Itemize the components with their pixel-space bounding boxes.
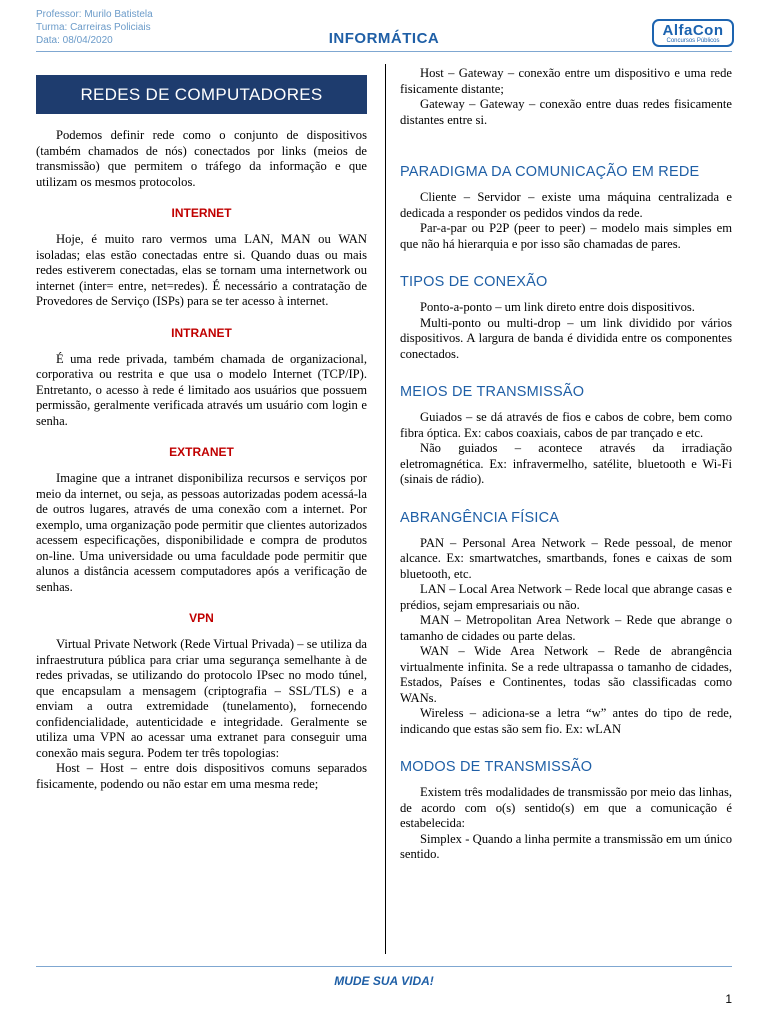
p2p-paragraph: Par-a-par ou P2P (peer to peer) – modelo mais simples em que não há hierarquia e por isso são chamadas de pares. (400, 221, 732, 251)
date-label: Data: 08/04/2020 (36, 35, 113, 46)
meios-transmissao-heading: MEIOS DE TRANSMISSÃO (400, 384, 585, 400)
vpn-paragraph: Virtual Private Network (Rede Virtual Privada) – se utiliza da infraestrutura pública para criar uma segurança semelhante à de redes privadas, se utilizando do protocolo IPsec no modo túnel, que encapsulam a mensagem (criptografia – SSL/TLS) e a enviam a outra extremidade (tunelamento), fornecendo confidencialidade, autenticidade e integridade. Geralmente se utiliza uma VPN ao acessar uma extranet para conseguir uma conexão mais segura. Podem ter três topologias: (36, 637, 367, 760)
cliente-servidor-paragraph: Cliente – Servidor – existe uma máquina centralizada e dedicada a responder os pedidos vindos da rede. (400, 190, 732, 220)
paradigma-heading: PARADIGMA DA COMUNICAÇÃO EM REDE (400, 164, 700, 180)
guiados-paragraph: Guiados – se dá através de fios e cabos de cobre, bem como fibra óptica. Ex: cabos coaxiais, cabos de par trançado e etc. (400, 410, 732, 440)
nao-guiados-paragraph: Não guiados – acontece através da irradiação eletromagnética. Ex: infravermelho, satélite, bluetooth e Wi-Fi (sinais de rádio). (400, 441, 732, 486)
man-paragraph: MAN – Metropolitan Area Network – Rede que abrange o tamanho de cidades ou parte delas. (400, 613, 732, 643)
vpn-heading: VPN (189, 611, 214, 625)
modos-transmissao-heading: MODOS DE TRANSMISSÃO (400, 759, 593, 775)
internet-paragraph: Hoje, é muito raro vermos uma LAN, MAN ou WAN isoladas; elas estão conectadas entre si. Quando duas ou mais redes estiverem conectadas, elas se tornam uma internetwork ou internet (inter= entre, net=redes). É necessário a contratação de Provedores de Serviço (ISPs) para se ter acesso à internet. (36, 232, 367, 308)
turma-label: Turma: Carreiras Policiais (36, 22, 151, 33)
extranet-heading: EXTRANET (169, 445, 234, 459)
simplex-paragraph: Simplex - Quando a linha permite a transmissão em um único sentido. (400, 831, 732, 861)
intro-paragraph: Podemos definir rede como o conjunto de dispositivos (também chamados de nós) conectados por links (meios de transmissão) que permitem o tráfego da informação e que utilizam os mesmos protocolos. (36, 128, 367, 189)
multi-ponto-paragraph: Multi-ponto ou multi-drop – um link dividido por vários dispositivos. A largura de banda é dividida entre os componentes conectados. (400, 315, 732, 361)
left-column (36, 66, 367, 792)
gateway-gateway-paragraph: Gateway – Gateway – conexão entre duas redes fisicamente distantes entre si. (400, 97, 732, 127)
host-gateway-paragraph: Host – Gateway – conexão entre um dispositivo e uma rede fisicamente distante; (400, 66, 732, 96)
vpn-host-host: Host – Host – entre dois dispositivos comuns separados fisicamente, podendo ou não estar em uma mesma rede; (36, 761, 367, 791)
subject-title: INFORMÁTICA (328, 30, 440, 47)
wireless-paragraph: Wireless – adiciona-se a letra “w” antes do tipo de rede, indicando que estas são sem fio. Ex: wLAN (400, 706, 732, 736)
ponto-a-ponto-paragraph: Ponto-a-ponto – um link direto entre dois dispositivos. (420, 300, 695, 314)
pan-paragraph: PAN – Personal Area Network – Rede pessoal, de menor alcance. Ex: smartwatches, smartbands, fones e caixas de som bluetooth, etc. (400, 535, 732, 581)
header-divider (36, 51, 732, 52)
column-divider (385, 64, 386, 954)
logo-subtitle: Concursos Públicos (666, 38, 720, 44)
extranet-paragraph: Imagine que a intranet disponibiliza recursos e serviços por meio da internet, ou seja, as pessoas autorizadas podem acessá-la de outros lugares, através de uma conexão com a internet. Por exemplo, uma organização pode permitir que clientes autorizados acessem especificações, disponibilidade e compra de produtos on-line. Uma universidade ou uma faculdade pode permitir que alunos a distância acessem computadores após a verificação de senhas. (36, 471, 367, 594)
tipos-conexao-heading: TIPOS DE CONEXÃO (400, 274, 548, 290)
logo-text: AlfaCon (662, 22, 724, 39)
intranet-paragraph: É uma rede privada, também chamada de organizacional, corporativa ou restrita e que usa o modelo Internet (TCP/IP). Entretanto, o acesso à rede é limitado aos usuários que possuem permissão, geralmente verificada através um usuário com login e senha. (36, 351, 367, 428)
wan-paragraph: WAN – Wide Area Network – Rede de abrangência virtualmente infinita. Se a rede ultrapassa o tamanho de cidades, Estados, Países e Continentes, todas são classificadas como WANs. (400, 644, 732, 705)
footer-slogan: MUDE SUA VIDA! (334, 974, 434, 988)
intranet-heading: INTRANET (171, 325, 232, 340)
modos-intro-paragraph: Existem três modalidades de transmissão por meio das linhas, de acordo com o(s) sentido(s) em que a comunicação é estabelecida: (400, 785, 732, 830)
lan-paragraph: LAN – Local Area Network – Rede local que abrange casas e prédios, sejam empresariais ou não. (400, 582, 732, 612)
alfacon-logo (652, 19, 734, 47)
main-title: REDES DE COMPUTADORES (36, 75, 367, 114)
internet-heading: INTERNET (171, 206, 232, 220)
footer-divider (36, 966, 732, 967)
page-number: 1 (725, 992, 732, 1006)
abrangencia-heading: ABRANGÊNCIA FÍSICA (400, 509, 560, 526)
professor-label: Professor: Murilo Batistela (36, 9, 153, 20)
right-column (400, 66, 732, 863)
